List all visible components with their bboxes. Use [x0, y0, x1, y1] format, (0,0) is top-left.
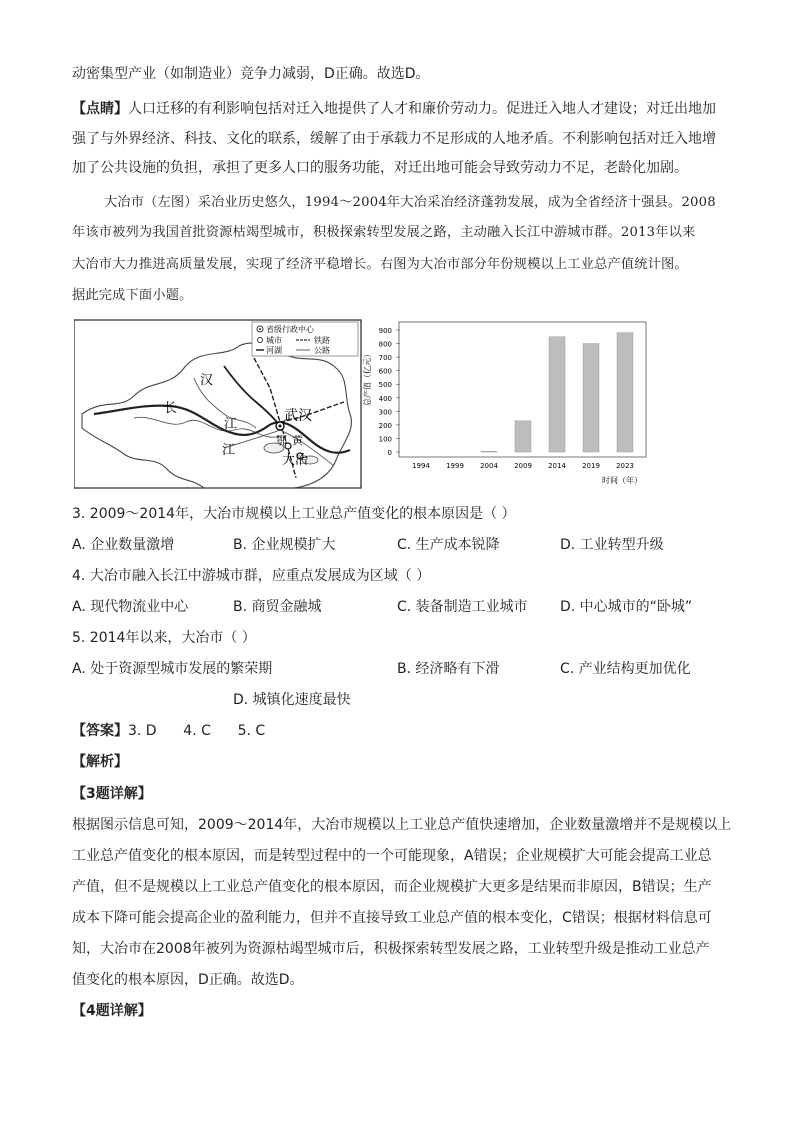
- chart-xtick-label: 2004: [480, 462, 498, 470]
- question-4-option-d[interactable]: D. 中心城市的“卧城”: [560, 599, 693, 615]
- chart-ytick-label: 800: [378, 340, 392, 349]
- answer-line: [72, 721, 265, 741]
- chart-ytick-label: 700: [378, 354, 392, 363]
- map: [74, 320, 361, 488]
- chart-bar-2023: [617, 333, 633, 452]
- material-line-4: 据此完成下面小题。: [72, 288, 193, 303]
- tip-line-1: [72, 99, 716, 119]
- map-label-wuhan: 武汉: [284, 408, 312, 424]
- map-label-daye: 大冶: [282, 453, 309, 468]
- legend-railway: 铁路: [314, 336, 330, 345]
- legend-city: 城市: [266, 336, 282, 345]
- question-4-option-a[interactable]: A. 现代物流业中心: [72, 599, 189, 615]
- answer-tag: 【答案】: [72, 723, 128, 739]
- question-3-option-d[interactable]: D. 工业转型升级: [560, 537, 664, 553]
- chart-ytick-label: 100: [378, 435, 392, 444]
- tip-text-1: 人口迁移的有利影响包括对迁入地提供了人才和廉价劳动力。促进迁入地人才建设；对迁出地加: [128, 101, 716, 117]
- chart-ytick-label: 200: [378, 421, 392, 430]
- chart-bar-2004: [481, 451, 497, 452]
- q3-detail-line-5: 知，大冶市在2008年被列为资源枯竭型城市后，积极探索转型发展之路，工业转型升级是推动工业总产: [72, 941, 710, 957]
- chart-bar-2014: [549, 337, 565, 452]
- tip-line-2: 强了与外界经济、科技、文化的联系，缓解了由于承载力不足形成的人地矛盾。不利影响包括对迁入地增: [72, 131, 716, 147]
- chart-ytick-label: 300: [378, 408, 392, 417]
- q3-detail-line-4: 成本下降可能会提高企业的盈利能力，但并不直接导致工业总产值的根本变化，C错误；根据材料信息可: [72, 910, 712, 926]
- answer-text: 3. D 4. C 5. C: [128, 723, 266, 739]
- map-label-jiang-2: 江: [222, 443, 236, 458]
- chart-xlabel: 时间（年）: [602, 476, 642, 485]
- figure: [74, 318, 654, 494]
- question-3-option-b[interactable]: B. 企业规模扩大: [233, 537, 336, 553]
- figure-svg: [74, 318, 654, 494]
- chart-ytick-label: 400: [378, 394, 392, 403]
- legend-river: 河湖: [266, 346, 282, 355]
- question-3-option-a[interactable]: A. 企业数量激增: [72, 537, 175, 553]
- chart-ylabel: 总产值（亿元）: [363, 350, 372, 406]
- tip-tag: 【点睛】: [72, 101, 128, 117]
- legend-highway: 公路: [314, 346, 330, 355]
- question-5-option-d[interactable]: D. 城镇化速度最快: [233, 692, 351, 708]
- q3-detail-line-2: 工业总产值变化的根本原因，而是转型过程中的一个可能现象，A错误；企业规模扩大可能会提高工业总: [72, 848, 712, 864]
- chart-ytick-label: 500: [378, 381, 392, 390]
- analysis-tag: 【解析】: [72, 754, 128, 770]
- q3-detail-tag: 【3题详解】: [72, 786, 152, 802]
- question-3-option-c[interactable]: C. 生产成本锐降: [397, 537, 500, 553]
- intro-line: 动密集型产业（如制造业）竞争力减弱，D正确。故选D。: [72, 66, 430, 82]
- question-5-stem: 5. 2014年以来，大冶市（ ）: [72, 630, 256, 646]
- tip-line-3: 加了公共设施的负担，承担了更多人口的服务功能，对迁出地可能会导致劳动力不足，老龄化加剧。: [72, 160, 688, 176]
- q3-detail-line-1: 根据图示信息可知，2009～2014年，大冶市规模以上工业总产值快速增加，企业数量激增并不是规模以上: [72, 817, 732, 833]
- wuhan-marker-dot: [279, 425, 282, 428]
- map-label-e: 鄂: [276, 434, 287, 447]
- question-5-option-c[interactable]: C. 产业结构更加优化: [560, 661, 691, 677]
- material-line-2: 年该市被列为我国首批资源枯竭型城市，积极探索转型发展之路，主动融入长江中游城市群。2013年以来: [72, 225, 696, 240]
- question-3-stem: 3. 2009～2014年，大冶市规模以上工业总产值变化的根本原因是（ ）: [72, 506, 516, 522]
- chart-xtick-label: 2014: [548, 462, 566, 470]
- q3-detail-line-6: 值变化的根本原因，D正确。故选D。: [72, 972, 304, 988]
- q3-detail-line-3: 产值，但不是规模以上工业总产值变化的根本原因，而企业规模扩大更多是结果而非原因，B错误；生产: [72, 879, 712, 895]
- chart-ytick-label: 900: [378, 327, 392, 335]
- map-label-han: 汉: [200, 373, 214, 388]
- question-4-option-b[interactable]: B. 商贸金融城: [233, 599, 322, 615]
- chart-xtick-label: 2023: [616, 462, 634, 470]
- material-line-3: 大冶市大力推进高质量发展，实现了经济平稳增长。右图为大冶市部分年份规模以上工业总产值统计图。: [72, 257, 688, 272]
- chart-ytick-label: 0: [387, 449, 392, 457]
- chart-xtick-label: 2019: [582, 462, 600, 470]
- question-5-option-b[interactable]: B. 经济略有下滑: [397, 661, 500, 677]
- chart-xtick-label: 1994: [412, 462, 430, 470]
- question-5-option-a[interactable]: A. 处于资源型城市发展的繁荣期: [72, 661, 273, 677]
- q4-detail-tag: 【4题详解】: [72, 1003, 152, 1019]
- material-line-1: 大冶市（左图）采冶业历史悠久，1994～2004年大冶采冶经济蓬勃发展，成为全省经济十强县。2008: [104, 195, 716, 210]
- chart-bar-2019: [583, 344, 599, 452]
- industrial-output-chart: [362, 322, 646, 485]
- map-label-jiang-1: 江: [224, 417, 238, 432]
- question-4-option-c[interactable]: C. 装备制造工业城市: [397, 599, 528, 615]
- legend-city-icon: [258, 338, 263, 343]
- map-label-chang: 长: [164, 401, 178, 416]
- chart-ytick-label: 600: [378, 367, 392, 376]
- chart-bar-2009: [515, 421, 531, 452]
- chart-xtick-label: 1999: [446, 462, 464, 470]
- map-label-huang: 黄: [292, 434, 303, 447]
- chart-xtick-label: 2009: [514, 462, 532, 470]
- question-4-stem: 4. 大冶市融入长江中游城市群，应重点发展成为区域（ ）: [72, 568, 431, 584]
- legend-capital: 省级行政中心: [266, 325, 314, 334]
